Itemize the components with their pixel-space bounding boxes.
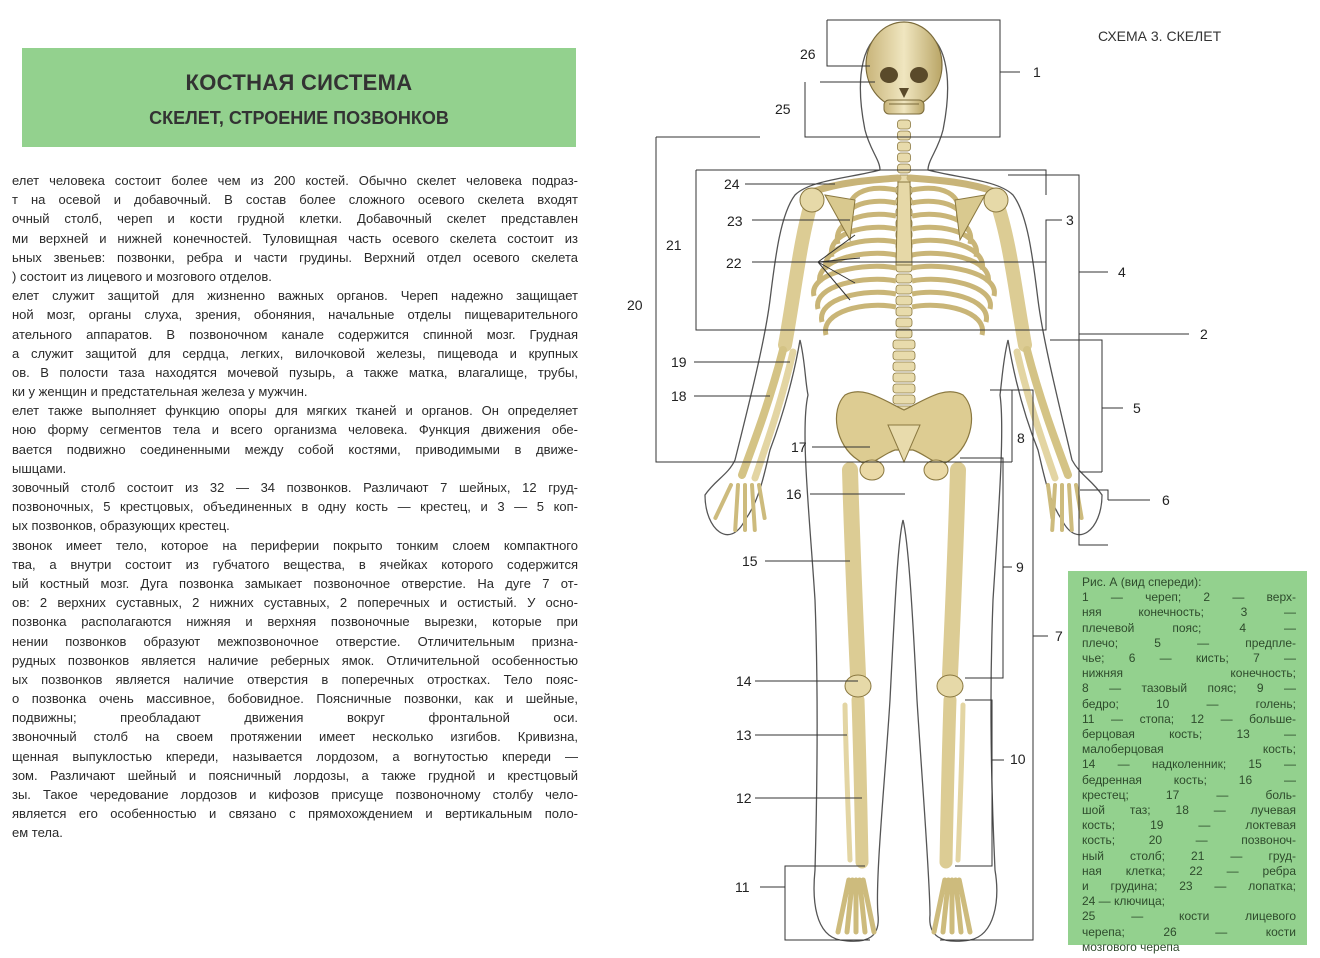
body-line: нении позвонков образуют межпозвоночное отверстие. Отличительным призна-	[12, 633, 578, 649]
label-23: 23	[727, 213, 743, 229]
body-line: щенная выпуклостью кпереди, называется лордозом, а вогнутостью кпереди —	[12, 748, 578, 764]
label-19: 19	[671, 354, 687, 370]
body-line: ми верхней и нижней конечностей. Туловищная часть осевого скелета состоит из	[12, 230, 578, 246]
vertebra	[893, 362, 915, 371]
label-24: 24	[724, 176, 740, 192]
label-5: 5	[1133, 400, 1141, 416]
body-line: ки у женщин и предстательная железа у мужчин.	[12, 384, 308, 400]
finger-bone	[1052, 485, 1055, 530]
label-16: 16	[786, 486, 802, 502]
body-line: ем тела.	[12, 825, 63, 841]
label-4: 4	[1118, 264, 1126, 280]
label-17: 17	[791, 439, 807, 455]
label-9: 9	[1016, 559, 1024, 575]
body-line: а служит защитой для сердца, легких, вилочковой железы, пищевода и крупных	[12, 345, 578, 361]
label-6: 6	[1162, 492, 1170, 508]
body-line: ною форму сегментов тела и всего организма человека. Функция движения обе-	[12, 422, 578, 438]
spine	[893, 120, 915, 437]
label-12: 12	[736, 790, 752, 806]
legend-line: черепа; 26 — кости	[1082, 924, 1296, 939]
label-15: 15	[742, 553, 758, 569]
legend-line: бедренная кость; 16 —	[1082, 772, 1296, 787]
legend-line: ный столб; 21 — груд-	[1082, 848, 1296, 863]
label-1: 1	[1033, 64, 1041, 80]
label-20: 20	[627, 297, 643, 313]
legend-line: и грудина; 23 — лопатка;	[1082, 879, 1296, 893]
label-18: 18	[671, 388, 687, 404]
legend-line: 14 — надколенник; 15 —	[1082, 757, 1296, 772]
label-22: 22	[726, 255, 742, 271]
label-25: 25	[775, 101, 791, 117]
legend-line: кость; 19 — локтевая	[1082, 818, 1296, 833]
legend-line: шой таз; 18 — лучевая	[1082, 803, 1296, 817]
vertebra	[896, 307, 912, 316]
body-line: ых позвонков является наличие отверстия в поперечных отростках. Тело пояс-	[12, 671, 578, 687]
legend-line: няя конечность; 3 —	[1082, 605, 1296, 620]
legend-line: Рис. А (вид спереди):	[1082, 575, 1202, 589]
body-line: ый костный мозг. Дуга позвонка замыкает позвоночное отверстие. На дуге 7 от-	[12, 575, 578, 591]
body-line: звоночный столб на своем протяжении имеет несколько изгибов. Кривизна,	[12, 729, 578, 745]
vertebra	[898, 142, 911, 151]
body-line: подвижны; преобладают движения вокруг фронтальной оси.	[12, 710, 578, 726]
body-line: елет также выполняет функцию опоры для мягких тканей и органов. Он определяет	[12, 403, 578, 419]
legend-line: 11 — стопа; 12 — больше-	[1082, 711, 1296, 726]
legend-line: 1 — череп; 2 — верх-	[1082, 590, 1296, 605]
rib	[825, 305, 896, 335]
body-line: о позвонка очень массивное, бобовидное. Поясничные позвонки, как и шейные,	[12, 691, 578, 707]
label-8: 8	[1017, 430, 1025, 446]
vertebra	[893, 373, 915, 382]
label-26: 26	[800, 46, 816, 62]
legend-line: крестец; 17 — боль-	[1082, 787, 1296, 802]
vertebra	[898, 164, 911, 173]
body-line: рудных позвонков является наличие реберных ямок. Отличительной особенностью	[12, 652, 578, 668]
label-2: 2	[1200, 326, 1208, 342]
body-line: тва, а внутри состоит из губчатого вещества, в ячейках которого содержится	[12, 556, 578, 572]
finger-bone	[715, 485, 731, 518]
vertebra	[893, 395, 915, 404]
vertebra	[893, 340, 915, 349]
finger-bone	[759, 485, 765, 518]
page-subtitle: СКЕЛЕТ, СТРОЕНИЕ ПОЗВОНКОВ	[149, 108, 449, 128]
finger-bone	[735, 485, 738, 530]
label-3: 3	[1066, 212, 1074, 228]
body-line: ышцами.	[12, 460, 67, 476]
body-line: позвонка располагаются нижняя и верхняя позвоночные вырезки, которые при	[12, 614, 578, 630]
body-line: звонок имеет тело, которое на периферии покрыто тонким слоем компактного	[12, 537, 578, 553]
vertebra	[898, 131, 911, 140]
body-line: ьных звеньев: позвонки, ребра и части грудины. Верхний отдел осевого скелета	[12, 249, 578, 265]
vertebra	[898, 120, 911, 129]
body-line: ых позвонков, образующих крестец.	[12, 518, 230, 534]
legend-panel	[1068, 571, 1307, 954]
body-line: т на осевой и добавочный. В состав более сложного осевого скелета входят	[12, 192, 578, 208]
body-text	[12, 171, 578, 843]
legend-line: чье; 6 — кисть; 7 —	[1082, 651, 1296, 665]
vertebra	[896, 285, 912, 294]
legend-line: плечевой пояс; 4 —	[1082, 620, 1296, 635]
label-21: 21	[666, 237, 682, 253]
legend-line: малоберцовая кость;	[1082, 742, 1296, 757]
label-10: 10	[1010, 751, 1026, 767]
body-line: ов. В полости таза находятся мочевой пузырь, а также матка, влагалище, трубы,	[12, 364, 578, 380]
body-line: зы. Такое чередование лордозов и кифозов присуще позвоночному столбу чело-	[12, 787, 578, 802]
finger-bone	[752, 485, 755, 530]
page-title: КОСТНАЯ СИСТЕМА	[185, 70, 413, 95]
rib	[912, 305, 983, 335]
legend-line: нижняя конечность;	[1082, 666, 1296, 681]
legend-line: кость; 20 — позвоноч-	[1082, 833, 1296, 848]
label-7: 7	[1055, 628, 1063, 644]
body-line: ательного аппаратов. В позвоночном канале содержится спинной мозг. Грудная	[12, 326, 578, 342]
legend-line: 25 — кости лицевого	[1082, 909, 1296, 924]
legend-line: 8 — тазовый пояс; 9 —	[1082, 681, 1296, 696]
body-line: зовочный столб состоит из 32 — 34 позвонков. Различают 7 шейных, 12 груд-	[12, 480, 578, 495]
label-14: 14	[736, 673, 752, 689]
body-line: ) состоит из лицевого и мозгового отделов.	[12, 268, 272, 284]
vertebra	[893, 351, 915, 360]
body-line: зом. Различают шейный и поясничный лордозы, а также грудной и крестцовый	[12, 767, 578, 783]
vertebra	[896, 274, 912, 283]
vertebra	[896, 318, 912, 327]
legend-line: берцовая кость; 13 —	[1082, 727, 1296, 741]
vertebra	[898, 153, 911, 162]
body-line: позвоночных, 5 крестцовых, объединенных в одну кость — крестец, и 3 — 5 коп-	[12, 499, 578, 515]
legend-line: ная клетка; 22 — ребра	[1082, 863, 1296, 878]
title-banner	[22, 48, 576, 147]
vertebra	[893, 384, 915, 393]
legend-line: 24 — ключица;	[1082, 894, 1165, 909]
vertebra	[896, 296, 912, 305]
body-line: ов: 2 верхних суставных, 2 нижних суставных, 2 поперечных и остистый. У осно-	[12, 595, 578, 611]
legend-line: бедро; 10 — голень;	[1082, 696, 1296, 711]
scheme-label: СХЕМА 3. СКЕЛЕТ	[1098, 28, 1222, 44]
finger-bone	[1069, 485, 1072, 530]
legend-line: мозгового черепа	[1082, 939, 1180, 954]
body-line: является его особенностью и связано с прямохождением и вертикальным поло-	[12, 806, 578, 822]
legend-line: плечо; 5 — предпле-	[1082, 635, 1296, 650]
body-line: елет служит защитой для жизненно важных органов. Череп надежно защищает	[12, 288, 578, 304]
body-line: ной мозг, органы слуха, зрения, обоняния, начальные отделы пищеварительного	[12, 307, 578, 323]
label-13: 13	[736, 727, 752, 743]
label-11: 11	[735, 879, 750, 895]
body-line: вается подвижно соединенными между собой костями, приводимыми в движе-	[12, 441, 578, 457]
body-line: елет человека состоит более чем из 200 костей. Обычно скелет человека подраз-	[12, 173, 578, 188]
body-line: очный столб, череп и кости грудной клетки. Добавочный скелет представлен	[12, 211, 578, 227]
